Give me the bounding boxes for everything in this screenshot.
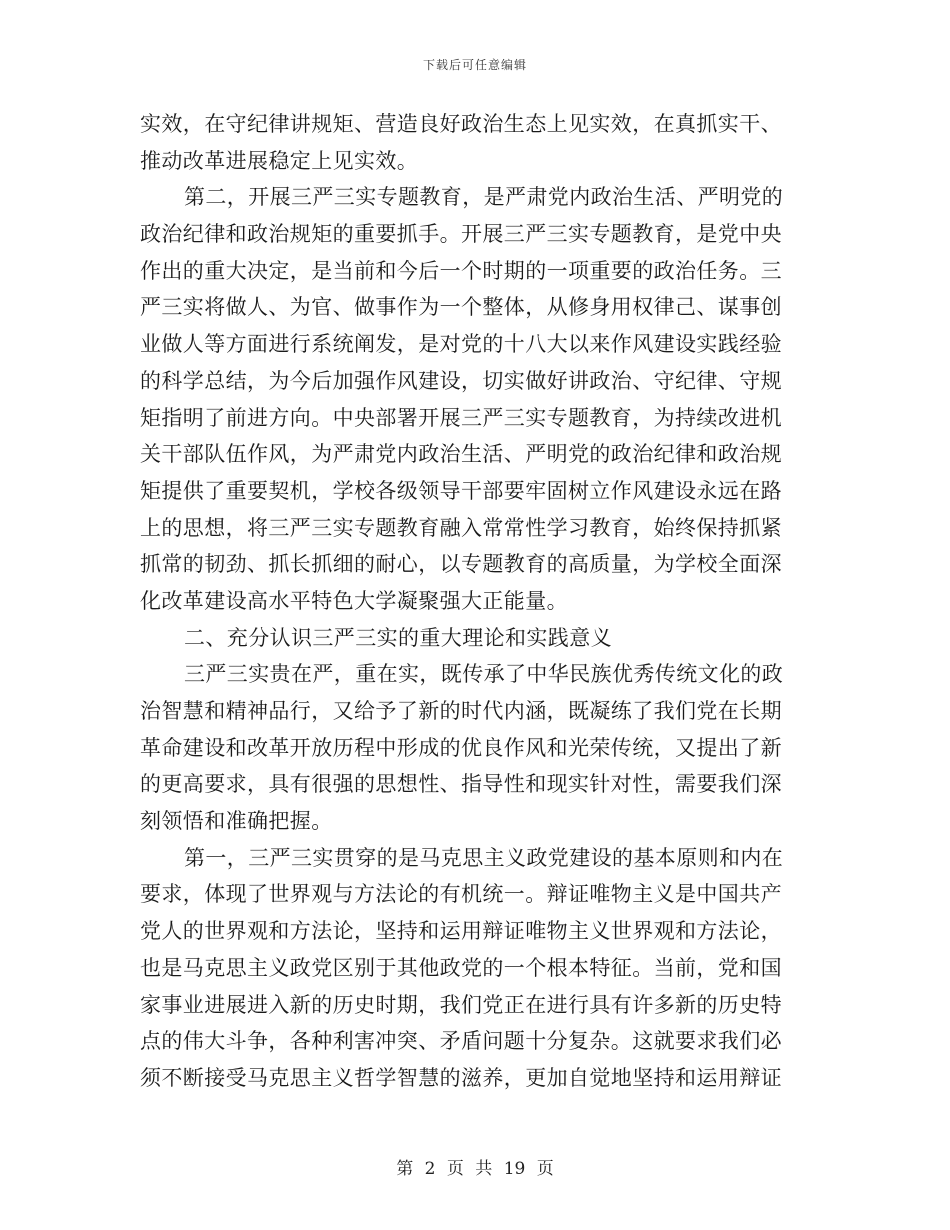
text-line: 刻领悟和准确把握。 [140,809,333,834]
text-line: 抓常的韧劲、抓长抓细的耐心，以专题教育的高质量，为学校全面深 [140,552,782,577]
text-line: 关干部队伍作风，为严肃党内政治生活、严明党的政治纪律和政治规 [140,442,782,467]
text-line: 家事业进展进入新的历史时期，我们党正在进行具有许多新的历史特 [140,992,782,1017]
text-line: 三严三实贵在严，重在实，既传承了中华民族优秀传统文化的政 [184,662,784,687]
text-line: 也是马克思主义政党区别于其他政党的一个根本特征。当前，党和国 [140,955,782,980]
text-line: 第一，三严三实贯穿的是马克思主义政党建设的基本原则和内在 [184,845,784,870]
text-line: 业做人等方面进行系统阐发，是对党的十八大以来作风建设实践经验 [140,332,782,357]
text-line: 点的伟大斗争，各种利害冲突、矛盾问题十分复杂。这就要求我们必 [140,1029,782,1054]
text-line: 二、充分认识三严三实的重大理论和实践意义 [184,625,612,650]
text-line: 须不断接受马克思主义哲学智慧的滋养，更加自觉地坚持和运用辩证 [140,1065,782,1090]
text-line: 革命建设和改革开放历程中形成的优良作风和光荣传统，又提出了新 [140,735,782,760]
text-line: 党人的世界观和方法论，坚持和运用辩证唯物主义世界观和方法论， [140,919,782,944]
text-line: 矩提供了重要契机，学校各级领导干部要牢固树立作风建设永远在路 [140,478,782,503]
page-number-footer: 第 2 页 共 19 页 [396,1159,554,1179]
text-line: 上的思想，将三严三实专题教育融入常常性学习教育，始终保持抓紧 [140,515,782,540]
text-line: 严三实将做人、为官、做事作为一个整体，从修身用权律己、谋事创 [140,295,782,320]
text-line: 推动改革进展稳定上见实效。 [140,148,419,173]
text-line: 的科学总结，为今后加强作风建设，切实做好讲政治、守纪律、守规 [140,368,782,393]
document-body [140,106,805,1097]
text-line: 的更高要求，具有很强的思想性、指导性和现实针对性，需要我们深 [140,772,782,797]
text-line: 作出的重大决定，是当前和今后一个时期的一项重要的政治任务。三 [140,258,782,283]
text-line: 第二，开展三严三实专题教育，是严肃党内政治生活、严明党的 [184,185,784,210]
text-line: 治智慧和精神品行，又给予了新的时代内涵，既凝练了我们党在长期 [140,699,782,723]
text-line: 要求，体现了世界观与方法论的有机统一。辩证唯物主义是中国共产 [140,882,782,907]
text-line: 实效，在守纪律讲规矩、营造良好政治生态上见实效，在真抓实干、 [140,112,782,136]
text-line: 化改革建设高水平特色大学凝聚强大正能量。 [140,588,568,613]
text-line: 矩指明了前进方向。中央部署开展三严三实专题教育，为持续改进机 [140,405,782,430]
text-line: 政治纪律和政治规矩的重要抓手。开展三严三实专题教育，是党中央 [140,222,782,247]
page-header: 下载后可任意编辑 [422,58,527,72]
